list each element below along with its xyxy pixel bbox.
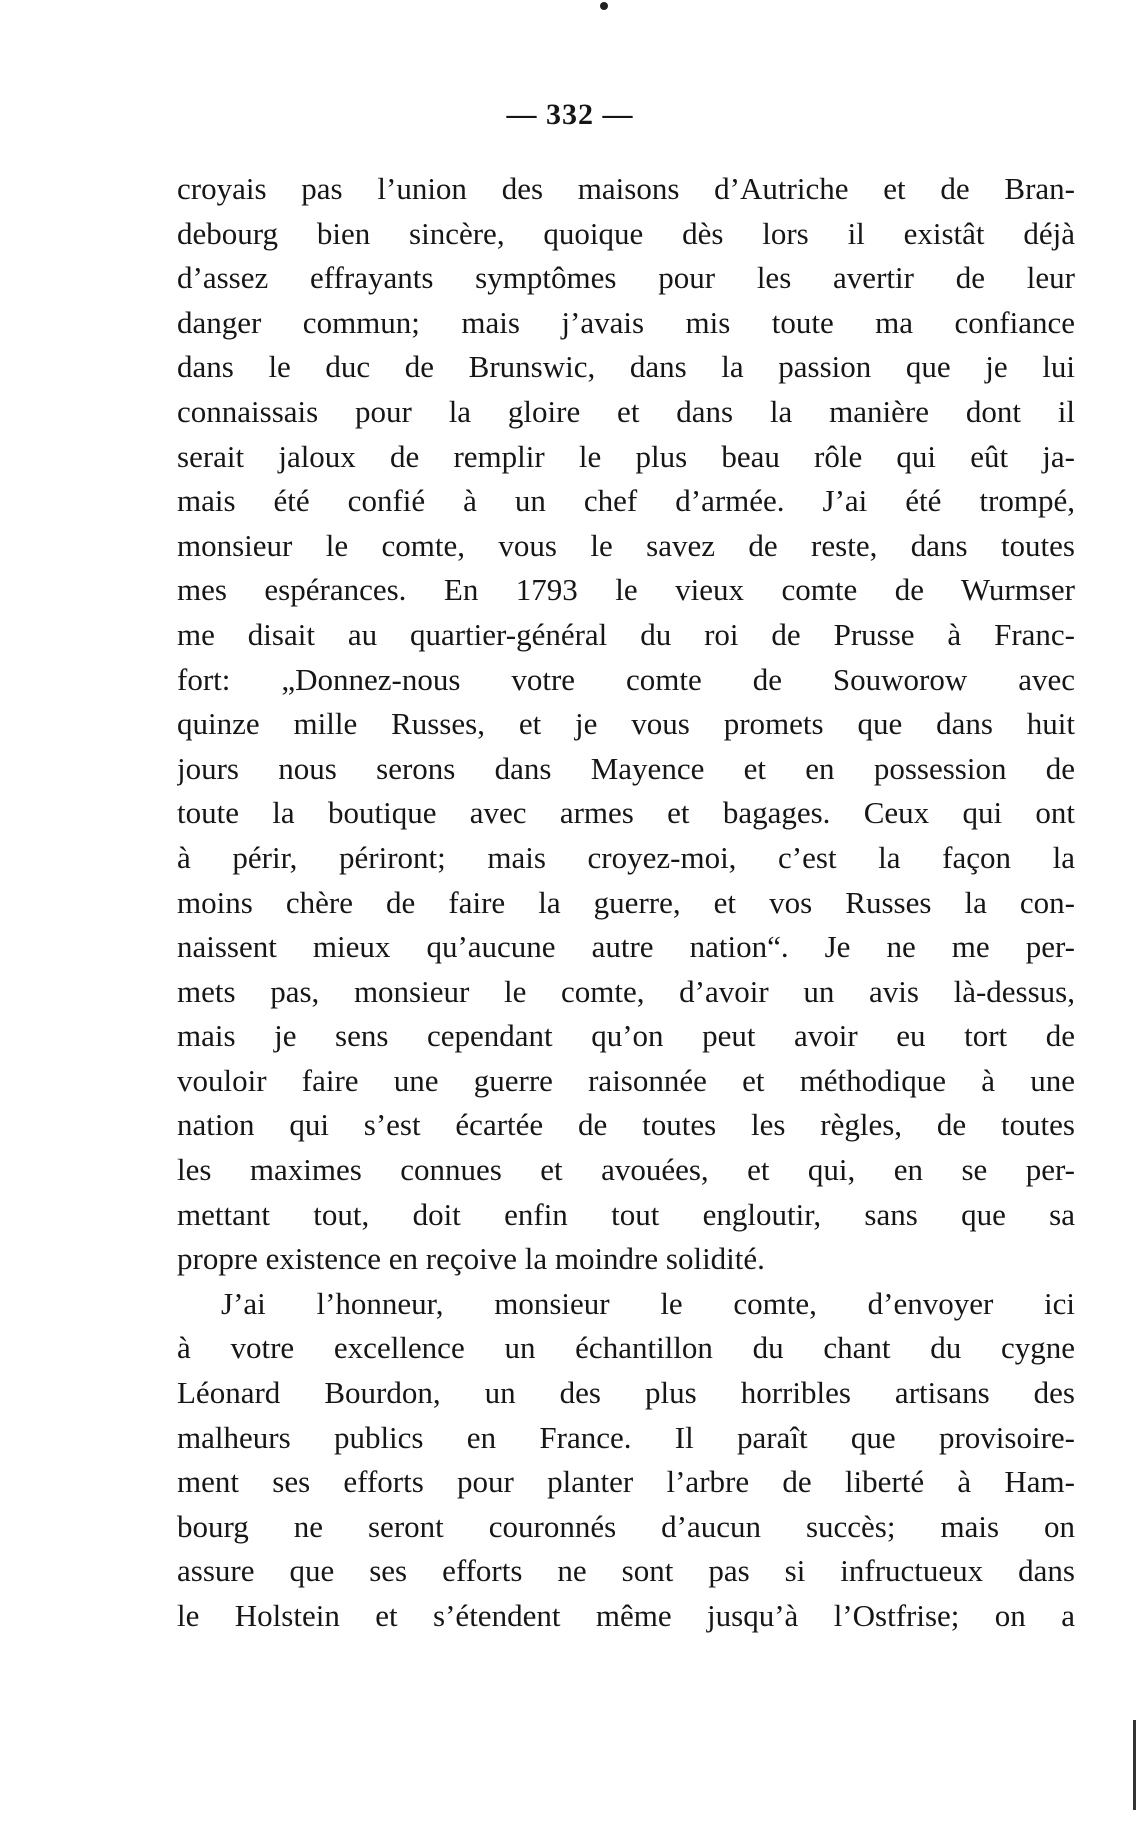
text-line: me disait au quartier-général du roi de Prusse à Franc- bbox=[177, 616, 1075, 652]
page-edge-shadow bbox=[1133, 1720, 1136, 1810]
text-line: naissent mieux qu’aucune autre nation“. Je ne me per- bbox=[177, 929, 1075, 965]
text-line: moins chère de faire la guerre, et vos Russes la con- bbox=[177, 884, 1075, 920]
text-line: Léonard Bourdon, un des plus horribles artisans des bbox=[177, 1375, 1075, 1411]
text-line: mais été confié à un chef d’armée. J’ai été trompé, bbox=[177, 483, 1075, 519]
text-line: mettant tout, doit enfin tout engloutir, sans que sa bbox=[177, 1196, 1075, 1232]
text-line: assure que ses efforts ne sont pas si infructueux dans bbox=[177, 1553, 1075, 1589]
text-line: à périr, périront; mais croyez-moi, c’est la façon la bbox=[177, 839, 1075, 875]
text-line: connaissais pour la gloire et dans la manière dont il bbox=[177, 393, 1075, 429]
ink-dot bbox=[600, 2, 608, 10]
text-line: bourg ne seront couronnés d’aucun succès; mais on bbox=[177, 1508, 1075, 1544]
text-line: serait jaloux de remplir le plus beau rôle qui eût ja- bbox=[177, 438, 1075, 474]
paragraph-end-line: propre existence en reçoive la moindre solidité. bbox=[177, 1241, 765, 1277]
text-line: mets pas, monsieur le comte, d’avoir un avis là-dessus, bbox=[177, 973, 1075, 1009]
text-line: jours nous serons dans Mayence et en possession de bbox=[177, 750, 1075, 786]
text-line: mais je sens cependant qu’on peut avoir eu tort de bbox=[177, 1018, 1075, 1054]
text-line: monsieur le comte, vous le savez de reste, dans toutes bbox=[177, 527, 1075, 563]
text-line: quinze mille Russes, et je vous promets que dans huit bbox=[177, 706, 1075, 742]
text-line: toute la boutique avec armes et bagages. Ceux qui ont bbox=[177, 795, 1075, 831]
text-line: à votre excellence un échantillon du chant du cygne bbox=[177, 1330, 1075, 1366]
text-line: mes espérances. En 1793 le vieux comte de Wurmser bbox=[177, 572, 1075, 608]
text-line: danger commun; mais j’avais mis toute ma confiance bbox=[177, 304, 1075, 340]
text-line: croyais pas l’union des maisons d’Autriche et de Bran- bbox=[177, 171, 1075, 206]
text-line: ment ses efforts pour planter l’arbre de liberté à Ham- bbox=[177, 1464, 1075, 1500]
page-number: — 332 — bbox=[506, 98, 634, 131]
text-line: fort: „Donnez-nous votre comte de Souworow avec bbox=[177, 661, 1075, 697]
text-line: d’assez effrayants symptômes pour les avertir de leur bbox=[177, 260, 1075, 296]
body-text bbox=[177, 167, 1075, 1639]
text-line: le Holstein et s’étendent même jusqu’à l’Ostfrise; on a bbox=[177, 1598, 1075, 1633]
text-line: malheurs publics en France. Il paraît que provisoire- bbox=[177, 1419, 1075, 1455]
text-line: vouloir faire une guerre raisonnée et méthodique à une bbox=[177, 1062, 1075, 1098]
text-line: nation qui s’est écartée de toutes les règles, de toutes bbox=[177, 1107, 1075, 1143]
text-line: les maximes connues et avouées, et qui, en se per- bbox=[177, 1152, 1075, 1188]
paragraph-start-line: J’ai l’honneur, monsieur le comte, d’envoyer ici bbox=[221, 1285, 1075, 1321]
text-line: dans le duc de Brunswic, dans la passion que je lui bbox=[177, 349, 1075, 385]
text-line: debourg bien sincère, quoique dès lors il existât déjà bbox=[177, 215, 1075, 251]
